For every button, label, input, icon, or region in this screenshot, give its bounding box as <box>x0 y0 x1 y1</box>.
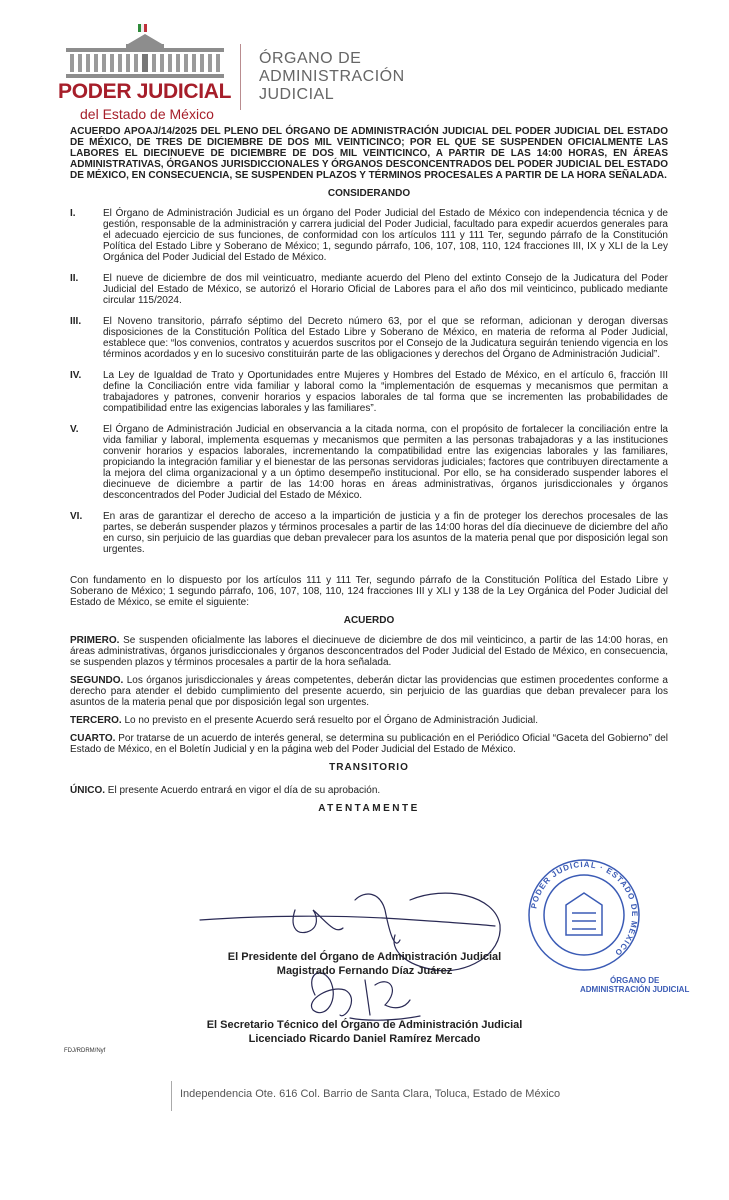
considerando-item <box>70 370 668 414</box>
acuerdo-text: Los órganos jurisdiccionales y áreas competentes, deberán dictar las providencias que estimen procedentes conforme a derecho para atender el debido cumplimiento del presente acuerdo, sin perjuicio de las guardias que deban prevalecer para los asuntos de la materia penal que por disposición legal son urgentes. <box>70 675 668 708</box>
considerando-number: IV. <box>70 370 82 381</box>
organo-title <box>259 50 405 104</box>
unico-label: ÚNICO. <box>70 785 105 796</box>
considerando-number: V. <box>70 424 79 435</box>
organo-line: ÓRGANO DE <box>259 50 362 67</box>
seal-caption-line: ÓRGANO DE <box>610 976 660 985</box>
footer-address: Independencia Ote. 616 Col. Barrio de Santa Clara, Toluca, Estado de México <box>180 1088 561 1100</box>
atentamente: ATENTAMENTE <box>318 803 420 814</box>
letterhead <box>0 0 729 125</box>
courthouse-logo-icon <box>66 22 224 80</box>
transitorio-heading: TRANSITORIO <box>329 762 409 773</box>
considerando-number: III. <box>70 316 82 327</box>
considerando-number: II. <box>70 273 79 284</box>
considerando-item <box>70 316 668 360</box>
header-divider <box>240 44 241 110</box>
considerando-text: El nueve de diciembre de dos mil veinticuatro, mediante acuerdo del Pleno del extinto Consejo de la Judicatura del Poder Judicial del Estado de México, se autorizó el Horario Oficial de Labores para el año dos mil veinticinco, publicado mediante circular 115/2024. <box>103 273 668 306</box>
considerando-item <box>70 511 668 555</box>
considerando-number: VI. <box>70 511 83 522</box>
document-title: ACUERDO APOAJ/14/2025 DEL PLENO DEL ÓRGANO DE ADMINISTRACIÓN JUDICIAL DEL PODER JUDICIAL DEL ESTADO DE MÉXICO, DE TRES DE DICIEMBRE DE DOS MIL VEINTICINCO; POR EL QUE SE SUSPENDEN OFICIALMENTE LAS LABORES EL DIECINUEVE DE DICIEMBRE DE DOS MIL VEINTICINCO, A PARTIR DE LAS 14:00 HORAS, EN ÁREAS ADMINISTRATIVAS, ÓRGANOS JURISDICCIONALES Y ÓRGANOS DESCONCENTRADOS DEL PODER JUDICIAL DEL ESTADO DE MÉXICO, EN CONSECUENCIA, SE SUSPENDEN PLAZOS Y TÉRMINOS PROCESALES A PARTIR DE LA HORA SEÑALADA. <box>70 126 668 181</box>
considerando-text: El Órgano de Administración Judicial es un órgano del Poder Judicial del Estado de México con independencia técnica y de gestión, responsable de la administración y carrera judicial del Poder Judicial, facultado para expedir acuerdos generales para el adecuado ejercicio de sus funciones, de conformidad con los artículos 111 y 111 Ter, segundo párrafo de la Constitución Política del Estado Libre y Soberano de México; 1, segundo párrafo, 106, 107, 108, 110, 124 fracciones III, IX y XLI de la Ley Orgánica del Poder Judicial del Estado de México. <box>103 208 668 263</box>
unico-text: El presente Acuerdo entrará en vigor el día de su aprobación. <box>105 785 381 796</box>
acuerdo-label: CUARTO. <box>70 733 116 744</box>
considerando-text: El Noveno transitorio, párrafo séptimo del Decreto número 63, por el que se reforman, adicionan y derogan diversas disposiciones de la Constitución Política del Estado Libre y Soberano de México, en materia de reforma al Poder Judicial, establece que: “los convenios, contratos y acuerdos suscritos por el Consejo de la Judicatura seguirán teniendo vigencia en los términos acordados y en lo sucesivo constituirán parte de las obligaciones y derechos del Órgano de Administración Judicial”. <box>103 316 668 360</box>
presidente-cargo: El Presidente del Órgano de Administración Judicial <box>227 951 502 963</box>
document-body <box>70 126 668 814</box>
document-reference: FDJ/RDRM/Nyf <box>64 1048 106 1054</box>
signatory-secretario <box>0 1018 729 1046</box>
acuerdo-text: Se suspenden oficialmente las labores el diecinueve de diciembre de dos mil veinticinco, a partir de las 14:00 horas, en áreas administrativas, órganos jurisdiccionales y órganos desconcentrados del Poder Judicial del Estado de México, en consecuencia, se suspenden plazos y términos procesales a partir de la hora señalada. <box>70 635 668 668</box>
seal-caption-line: ADMINISTRACIÓN JUDICIAL <box>580 985 690 994</box>
considerando-text: El Órgano de Administración Judicial en observancia a la citada norma, con el propósito de fortalecer la conciliación entre la vida familiar y laboral, implementa esquemas y mecanismos que permiten a las personas trabajadoras y a las instituciones convenir horarios y espacios laborales, incrementando la compatibilidad entre las exigencias laborales y las familiares, propiciando la integración familiar y el bienestar de las personas servidoras judiciales; factores que contribuyen directamente a la mejora del clima organizacional y a un óptimo desempeño institucional. Por ello, se ha considerado suspender labores el diecinueve de diciembre a partir de las 14:00 horas en áreas administrativas, órganos jurisdiccionales y órganos desconcentrados del Poder Judicial del Estado de México. <box>103 424 668 501</box>
logo-title: PODER JUDICIAL <box>58 80 232 103</box>
seal-ring-text: PODER JUDICIAL · ESTADO DE MÉXICO <box>529 859 640 958</box>
acuerdo-paragraph <box>70 715 668 726</box>
acuerdo-label: SEGUNDO. <box>70 675 124 686</box>
secretario-cargo: El Secretario Técnico del Órgano de Administración Judicial <box>206 1019 523 1031</box>
footer-divider <box>171 1081 172 1111</box>
acuerdo-heading: ACUERDO <box>343 615 395 626</box>
considerando-item <box>70 208 668 263</box>
fundamento-paragraph: Con fundamento en lo dispuesto por los artículos 111 y 111 Ter, segundo párrafo de la Constitución Política del Estado Libre y Soberano de México; 1 segundo párrafo, 106, 107, 108, 110, 124 fracciones III y XLI y 138 de la Ley Orgánica del Poder Judicial del Estado de México, se emite el siguiente: <box>70 575 668 608</box>
acuerdo-label: TERCERO. <box>70 715 122 726</box>
considerando-text: En aras de garantizar el derecho de acceso a la impartición de justicia y a fin de proteger los derechos procesales de las partes, se deberán suspender plazos y términos procesales a partir de las 14:00 horas del día diecinueve de diciembre del año en curso, sin perjuicio de las guardias que deban prevalecer para los asuntos de la materia penal que por disposición legal son urgentes. <box>103 511 668 555</box>
considerando-text: La Ley de Igualdad de Trato y Oportunidades entre Mujeres y Hombres del Estado de México, en el artículo 6, fracción III define la Conciliación entre vida familiar y laboral como la “implementación de esquemas y mecanismos que permitan a trabajadores y patrones, convenir horarios y espacios laborales de tal forma que se incrementen las probabilidades de compatibilidad entre las exigencias laborales y las familiares”. <box>103 370 668 414</box>
considerando-item <box>70 273 668 306</box>
considerando-heading: CONSIDERANDO <box>327 188 411 199</box>
acuerdo-paragraph <box>70 635 668 668</box>
acuerdo-text: Lo no previsto en el presente Acuerdo será resuelto por el Órgano de Administración Judicial. <box>121 715 539 726</box>
organo-line: JUDICIAL <box>259 86 335 103</box>
unico-paragraph <box>70 785 668 796</box>
considerando-item <box>70 424 668 501</box>
signatory-presidente <box>0 950 729 978</box>
acuerdo-label: PRIMERO. <box>70 635 120 646</box>
organo-line: ADMINISTRACIÓN <box>259 68 405 85</box>
acuerdo-text: Por tratarse de un acuerdo de interés general, se determina su publicación en el Periódico Oficial “Gaceta del Gobierno” del Estado de México, en el Boletín Judicial y en la página web del Poder Judicial del Estado de México. <box>70 733 668 755</box>
secretario-nombre: Licenciado Ricardo Daniel Ramírez Mercado <box>248 1033 481 1045</box>
acuerdo-paragraph <box>70 675 668 708</box>
seal-caption <box>580 976 689 994</box>
logo-subtitle: del Estado de México <box>80 106 214 122</box>
acuerdo-paragraph <box>70 733 668 755</box>
presidente-nombre: Magistrado Fernando Díaz Juárez <box>276 965 453 977</box>
considerando-number: I. <box>70 208 76 219</box>
